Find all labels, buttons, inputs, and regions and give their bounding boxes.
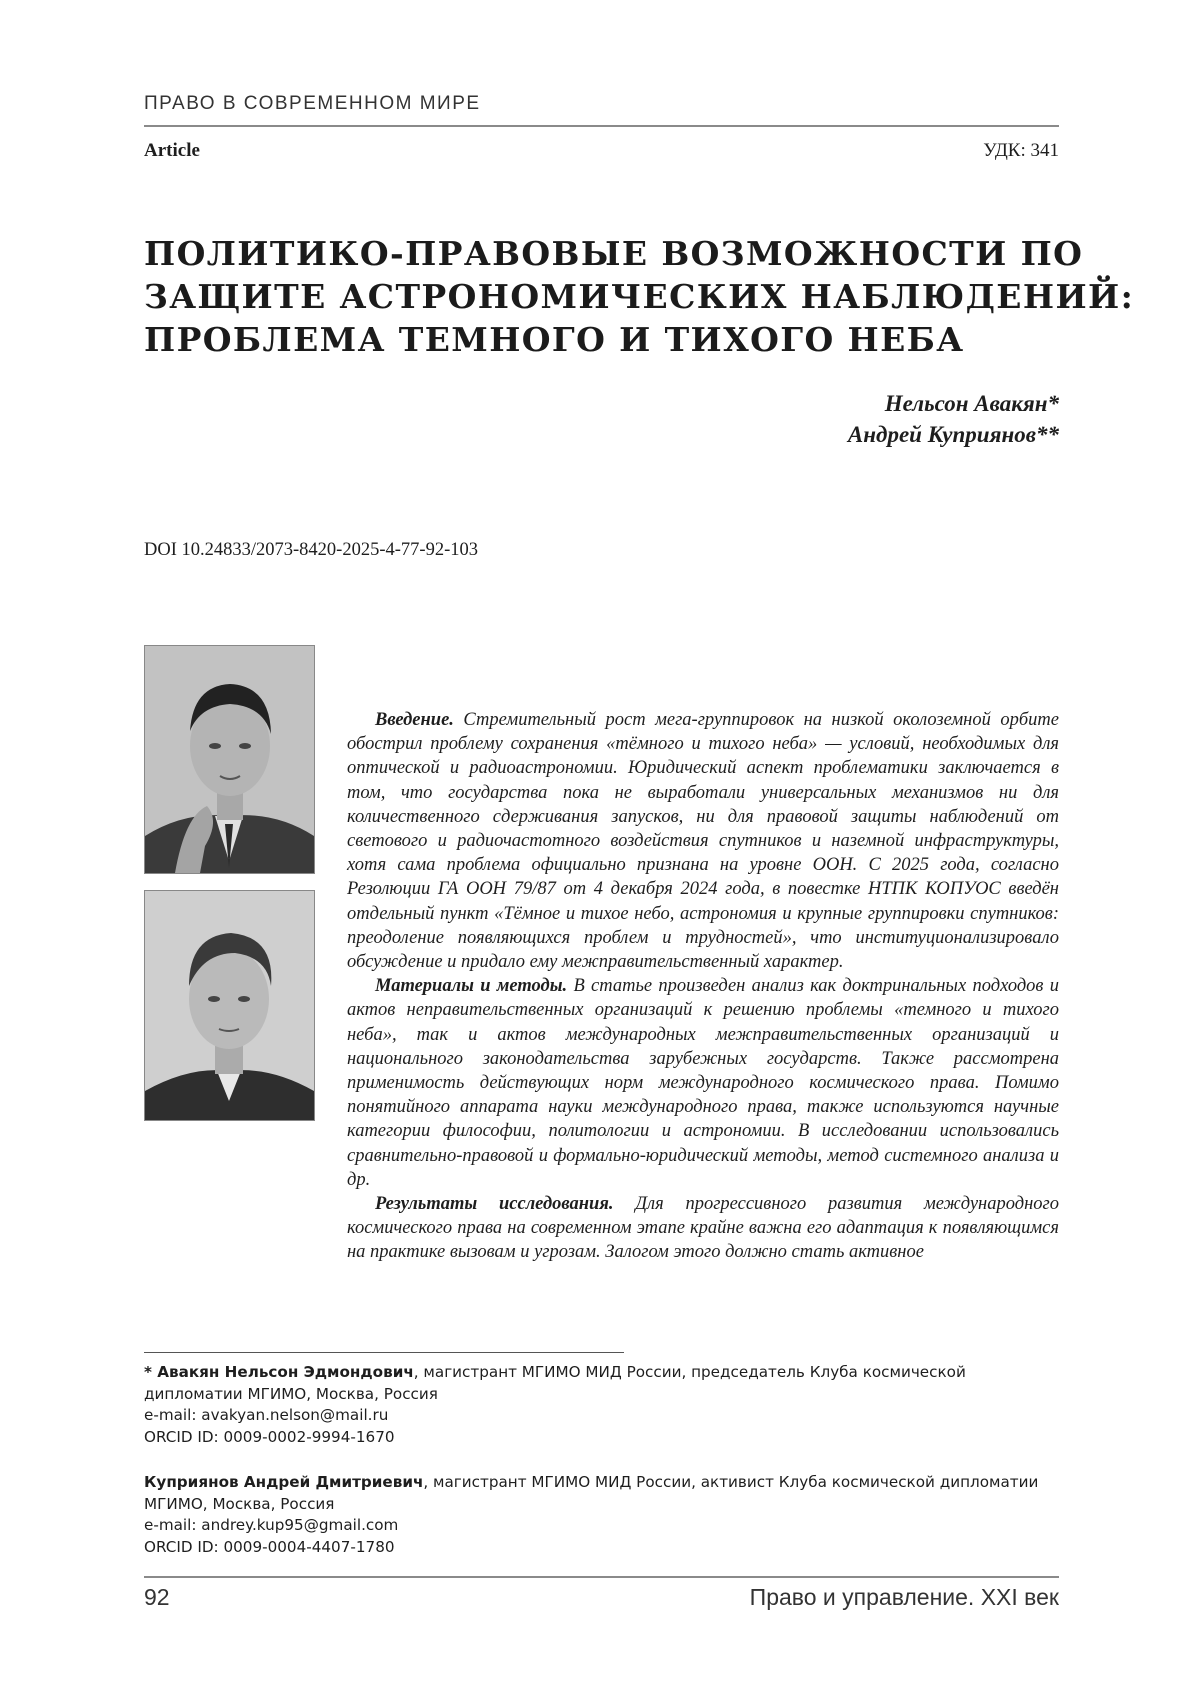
author-name: Нельсон Авакян*	[884, 391, 1059, 416]
footnote-orcid: ORCID ID: 0009-0004-4407-1780	[144, 1537, 395, 1556]
footnote-affiliation	[144, 1362, 1059, 1405]
footnote-avakyan	[144, 1362, 1059, 1448]
author-photo-avakyan	[144, 645, 315, 874]
article-title	[144, 232, 1135, 361]
title-line: ПРОБЛЕМА ТЕМНОГО И ТИХОГО НЕБА	[144, 320, 965, 359]
article-type-label: Article	[144, 140, 200, 161]
footer-rule	[144, 1576, 1059, 1578]
title-line: ЗАЩИТЕ АСТРОНОМИЧЕСКИХ НАБЛЮДЕНИЙ:	[144, 277, 1135, 316]
abstract-results	[347, 1192, 1059, 1265]
footnote-author-name: Куприянов Андрей Дмитриевич	[144, 1473, 424, 1491]
section-lead: Материалы и методы.	[375, 976, 568, 997]
footnote-affiliation-text: , магистрант МГИМО МИД России, активист Клуба космической дипломатии МГИМО, Москва, Россия	[144, 1473, 1039, 1513]
footnote-affiliation-text: , магистрант МГИМО МИД России, председатель Клуба космической дипломатии МГИМО, Москва, Россия	[144, 1363, 966, 1403]
page-number: 92	[144, 1584, 170, 1610]
abstract	[347, 708, 1059, 1265]
footnote-email: e-mail: andrey.kup95@gmail.com	[144, 1516, 399, 1534]
footnote-affiliation	[144, 1472, 1059, 1515]
footnote-kupriyanov	[144, 1472, 1059, 1558]
author-photo-kupriyanov	[144, 890, 315, 1121]
author-name: Андрей Куприянов**	[847, 422, 1059, 447]
header-rule	[144, 125, 1059, 127]
doi: DOI 10.24833/2073-8420-2025-4-77-92-103	[144, 540, 478, 560]
section-text: В статье произведен анализ как доктринальных подходов и актов неправительственных организаций к решению проблемы «темного и тихого неба», так и актов международных межправительственных организаций и национального законодательства зарубежных государств. Также рассмотрена применимость действующих норм международного космического права. Помимо понятийного аппарата науки международного права, также используются научные категории философии, политологии и астрономии. В исследовании использовались сравнительно-правовой и формально-юридический методы, метод системного анализа и др.	[347, 976, 1059, 1190]
udc-code: УДК: 341	[983, 140, 1059, 161]
abstract-introduction	[347, 708, 1059, 974]
footnote-orcid: ORCID ID: 0009-0002-9994-1670	[144, 1427, 395, 1446]
section-text: Стремительный рост мега-группировок на низкой околоземной орбите обострил проблему сохранения «тёмного и тихого неба» — условий, необходимых для оптической и радиоастрономии. Юридический аспект проблематики заключается в том, что государства пока не выработали универсальных механизмов ни для количественного сдерживания запусков, ни для правовой защиты наблюдений от светового и радиочастотного воздействия спутников и наземной инфраструктуры, хотя сама проблема официально признана на уровне ООН. С 2025 года, согласно Резолюции ГА ООН 79/87 от 4 декабря 2024 года, в повестке НТПК КОПУОС введён отдельный пункт «Тёмное и тихое небо, астрономия и крупные группировки спутников: преодоление появляющихся проблем и трудностей», что институционализировало обсуждение и придало ему межправительственный характер.	[347, 710, 1059, 973]
section-text: Для прогрессивного развития международного космического права на современном этапе крайне важна его адаптация к появляющимся на практике вызовам и угрозам. Залогом этого должно стать активное	[347, 1194, 1059, 1263]
journal-name: Право и управление. XXI век	[749, 1584, 1059, 1610]
section-lead: Результаты исследования.	[375, 1194, 614, 1215]
title-line: ПОЛИТИКО-ПРАВОВЫЕ ВОЗМОЖНОСТИ ПО	[144, 234, 1084, 273]
footnote-author-name: * Авакян Нельсон Эдмондович	[144, 1363, 414, 1381]
author-list	[848, 388, 1059, 450]
footnote-email: e-mail: avakyan.nelson@mail.ru	[144, 1406, 389, 1424]
footnote-rule	[144, 1352, 624, 1353]
abstract-methods	[347, 974, 1059, 1192]
running-head: ПРАВО В СОВРЕМЕННОМ МИРЕ	[144, 93, 481, 114]
author-footnotes	[144, 1362, 1059, 1582]
section-lead: Введение.	[375, 710, 454, 730]
